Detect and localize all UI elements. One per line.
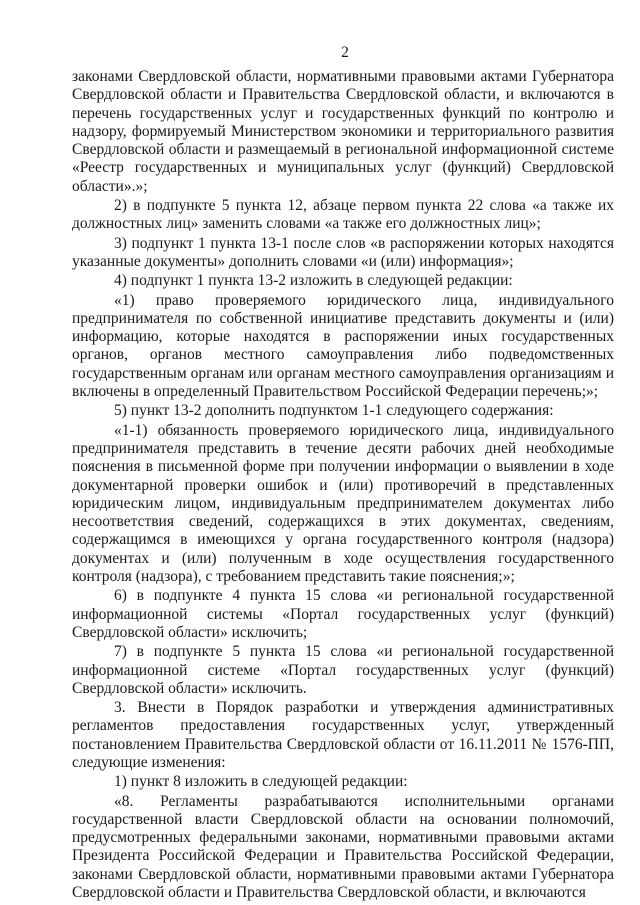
paragraph: «8. Регламенты разрабатываются исполнительными органами государственной власти Свердловской области на основании полномочий, предусмотренных федеральными законами, нормативными правовыми актами Президента Российской Федерации и Правительства Российской Федерации, законами Свердловской области, нормативными правовыми актами Губернатора Свердловской области и Правительства Свердловской области, и включаются — [72, 792, 614, 902]
paragraph: 5) пункт 13-2 дополнить подпунктом 1-1 следующего содержания: — [114, 402, 554, 420]
paragraph: 7) в подпункте 5 пункта 15 слова «и региональной государственной информационной системе «Портал государственных услуг (функций) Свердловской области» исключить. — [72, 643, 614, 697]
paragraph: 6) в подпункте 4 пункта 15 слова «и региональной государственной информационной системы «Портал государственных услуг (функций) Свердловской области» исключить; — [72, 587, 614, 641]
paragraph: «1-1) обязанность проверяемого юридического лица, индивидуального предпринимателя представить в течение десяти рабочих дней необходимые пояснения в письменной форме при получении информации о выявлении в ходе документарной проверки ошибок и (или) противоречий в представленных юридическим лицом, индивидуальным предпринимателем документах либо несоответствия сведений, содержащихся в этих документах, сведениям, содержащимся в имеющихся у органа государственного контроля (надзора) документах и (или) полученным в ходе осуществления государственного контроля (надзора), с требованием представить такие пояснения;»; — [72, 421, 614, 586]
page-number: 2 — [341, 44, 349, 61]
paragraph: 4) подпункт 1 пункта 13-2 изложить в следующей редакции: — [114, 272, 513, 290]
paragraph: «1) право проверяемого юридического лица, индивидуального предпринимателя по собственной инициативе представить документы и (или) информацию, которые находятся в распоряжении иных государственных органов, органов местного самоуправления либо подведомственных государственным органам или органам местного самоуправления организациям и включены в определенный Правительством Российской Федерации перечень;»; — [72, 291, 614, 401]
paragraph: 1) пункт 8 изложить в следующей редакции: — [114, 773, 408, 791]
document-body — [72, 68, 614, 902]
paragraph: 2) в подпункте 5 пункта 12, абзаце первом пункта 22 слова «а также их должностных лиц» заменить словами «а также его должностных лиц»; — [72, 197, 614, 233]
paragraph: законами Свердловской области, нормативными правовыми актами Губернатора Свердловской области и Правительства Свердловской области, и включаются в перечень государственных услуг и государственных функций по контролю и надзору, формируемый Министерством экономики и территориального развития Свердловской области и размещаемый в региональной информационной системе «Реестр государственных и муниципальных услуг (функций) Свердловской области».»; — [72, 68, 614, 195]
paragraph: 3) подпункт 1 пункта 13-1 после слов «в распоряжении которых находятся указанные документы» дополнить словами «и (или) информация»; — [72, 234, 614, 270]
paragraph: 3. Внести в Порядок разработки и утверждения административных регламентов предоставления государственных услуг, утвержденный постановлением Правительства Свердловской области от 16.11.2011 № 1576-ПП, следующие изменения: — [72, 699, 614, 771]
